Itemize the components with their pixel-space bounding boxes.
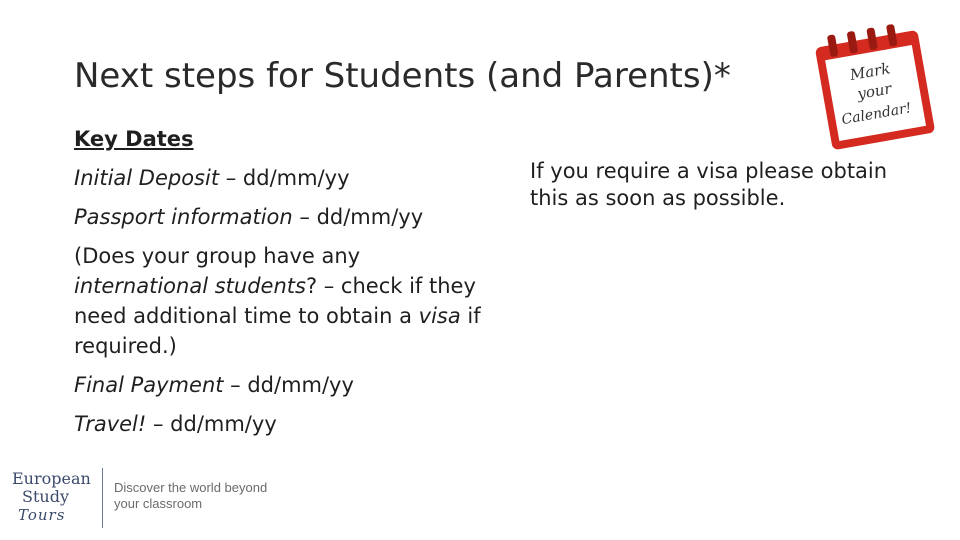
initial-deposit-value: – dd/mm/yy	[219, 166, 350, 190]
final-payment-label: Final Payment	[74, 373, 224, 397]
travel-value: – dd/mm/yy	[146, 412, 277, 436]
calendar-text-your: your	[855, 79, 893, 104]
logo-name-line1: European	[12, 469, 91, 488]
key-dates-section	[74, 124, 494, 448]
travel-item	[74, 409, 494, 439]
initial-deposit-item	[74, 163, 494, 193]
logo-divider	[102, 468, 103, 528]
logo-tagline: Discover the world beyond your classroom	[114, 480, 268, 511]
passport-label: Passport information	[74, 205, 293, 229]
note-pre: (Does your group have any	[74, 244, 361, 268]
passport-value: – dd/mm/yy	[292, 205, 424, 229]
final-payment-item	[74, 370, 494, 400]
final-payment-value: – dd/mm/yy	[223, 373, 354, 397]
visa-advice: If you require a visa please obtain this as soon as possible.	[530, 159, 888, 210]
logo-name-line2: Study	[22, 487, 69, 506]
note-emph-visa: visa	[418, 304, 461, 328]
calendar-icon	[812, 16, 938, 152]
initial-deposit-label: Initial Deposit	[74, 166, 220, 190]
key-dates-heading: Key Dates	[74, 127, 194, 151]
company-logo	[12, 468, 292, 530]
passport-item	[74, 202, 494, 232]
slide-title: Next steps for Students (and Parents)*	[74, 56, 731, 96]
travel-label: Travel!	[74, 412, 147, 436]
logo-name-line3: Tours	[18, 506, 66, 524]
note-post: if required.)	[74, 304, 481, 358]
calendar-text-calendar: Calendar!	[840, 100, 913, 129]
visa-note	[74, 241, 494, 361]
calendar-text-mark: Mark	[848, 59, 892, 85]
note-mid: ? – check if they need additional time to obtain a	[74, 274, 476, 328]
note-emph-international: international students	[74, 274, 306, 298]
